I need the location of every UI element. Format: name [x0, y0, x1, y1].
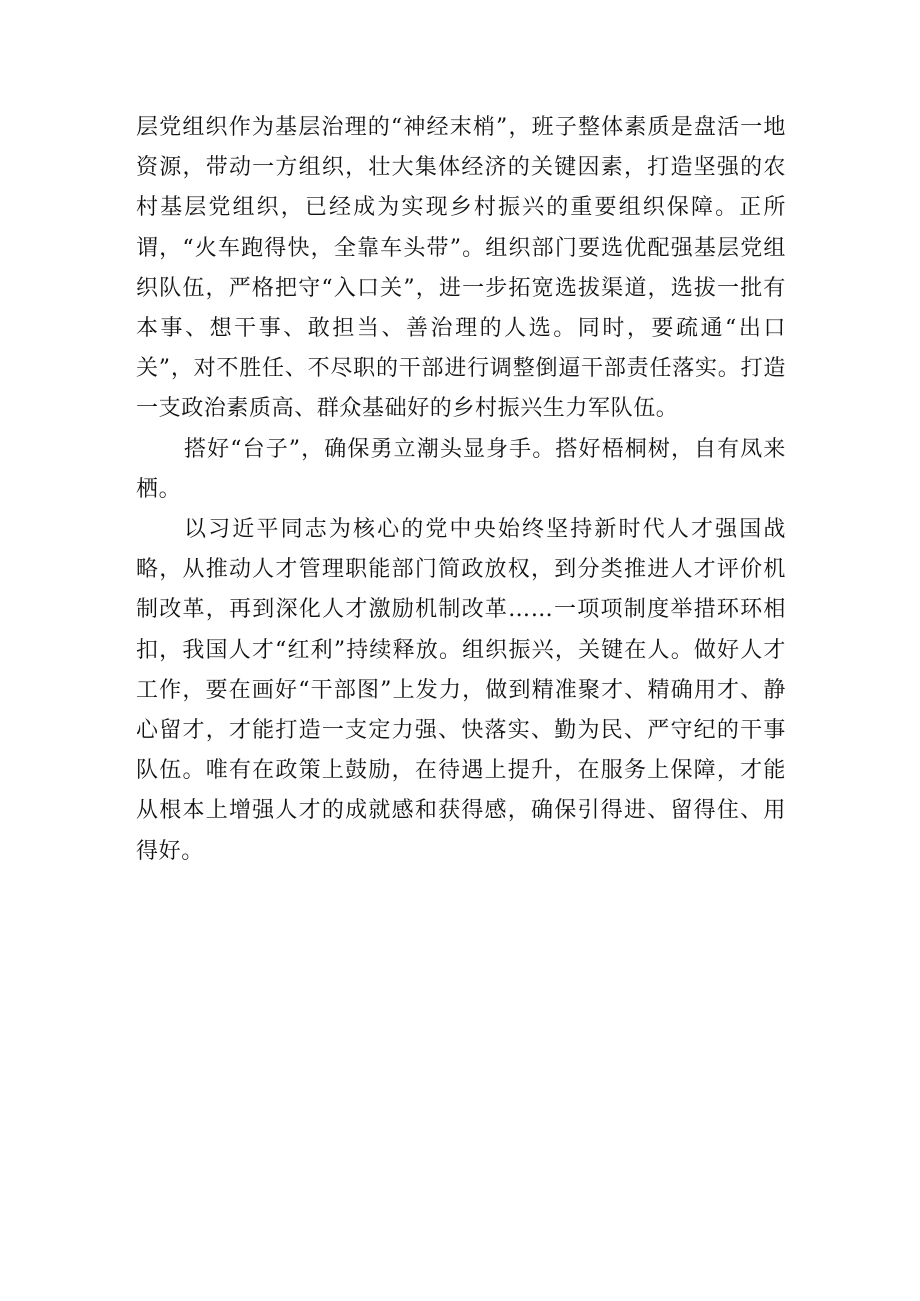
paragraph-section-heading: 搭好“台子”，确保勇立潮头显身手。搭好梧桐树，自有凤来栖。 — [136, 436, 786, 502]
document-body — [136, 108, 786, 872]
paragraph-continued: 层党组织作为基层治理的“神经末梢”，班子整体素质是盘活一地资源，带动一方组织，壮大集体经济的关键因素，打造坚强的农村基层党组织，已经成为实现乡村振兴的重要组织保障。正所谓，“火车跑得快，全靠车头带”。组织部门要选优配强基层党组织队伍，严格把守“入口关”，进一步拓宽选拔渠道，选拔一批有本事、想干事、敢担当、善治理的人选。同时，要疏通“出口关”，对不胜任、不尽职的干部进行调整倒逼干部责任落实。打造一支政治素质高、群众基础好的乡村振兴生力军队伍。 — [136, 115, 786, 422]
paragraph-talent-strategy: 以习近平同志为核心的党中央始终坚持新时代人才强国战略，从推动人才管理职能部门简政放权，到分类推进人才评价机制改革，再到深化人才激励机制改革……一项项制度举措环环相扣，我国人才“红利”持续释放。组织振兴，关键在人。做好人才工作，要在画好“干部图”上发力，做到精准聚才、精确用才、静心留才，才能打造一支定力强、快落实、勤为民、严守纪的干事队伍。唯有在政策上鼓励，在待遇上提升，在服务上保障，才能从根本上增强人才的成就感和获得感，确保引得进、留得住、用得好。 — [136, 517, 786, 864]
